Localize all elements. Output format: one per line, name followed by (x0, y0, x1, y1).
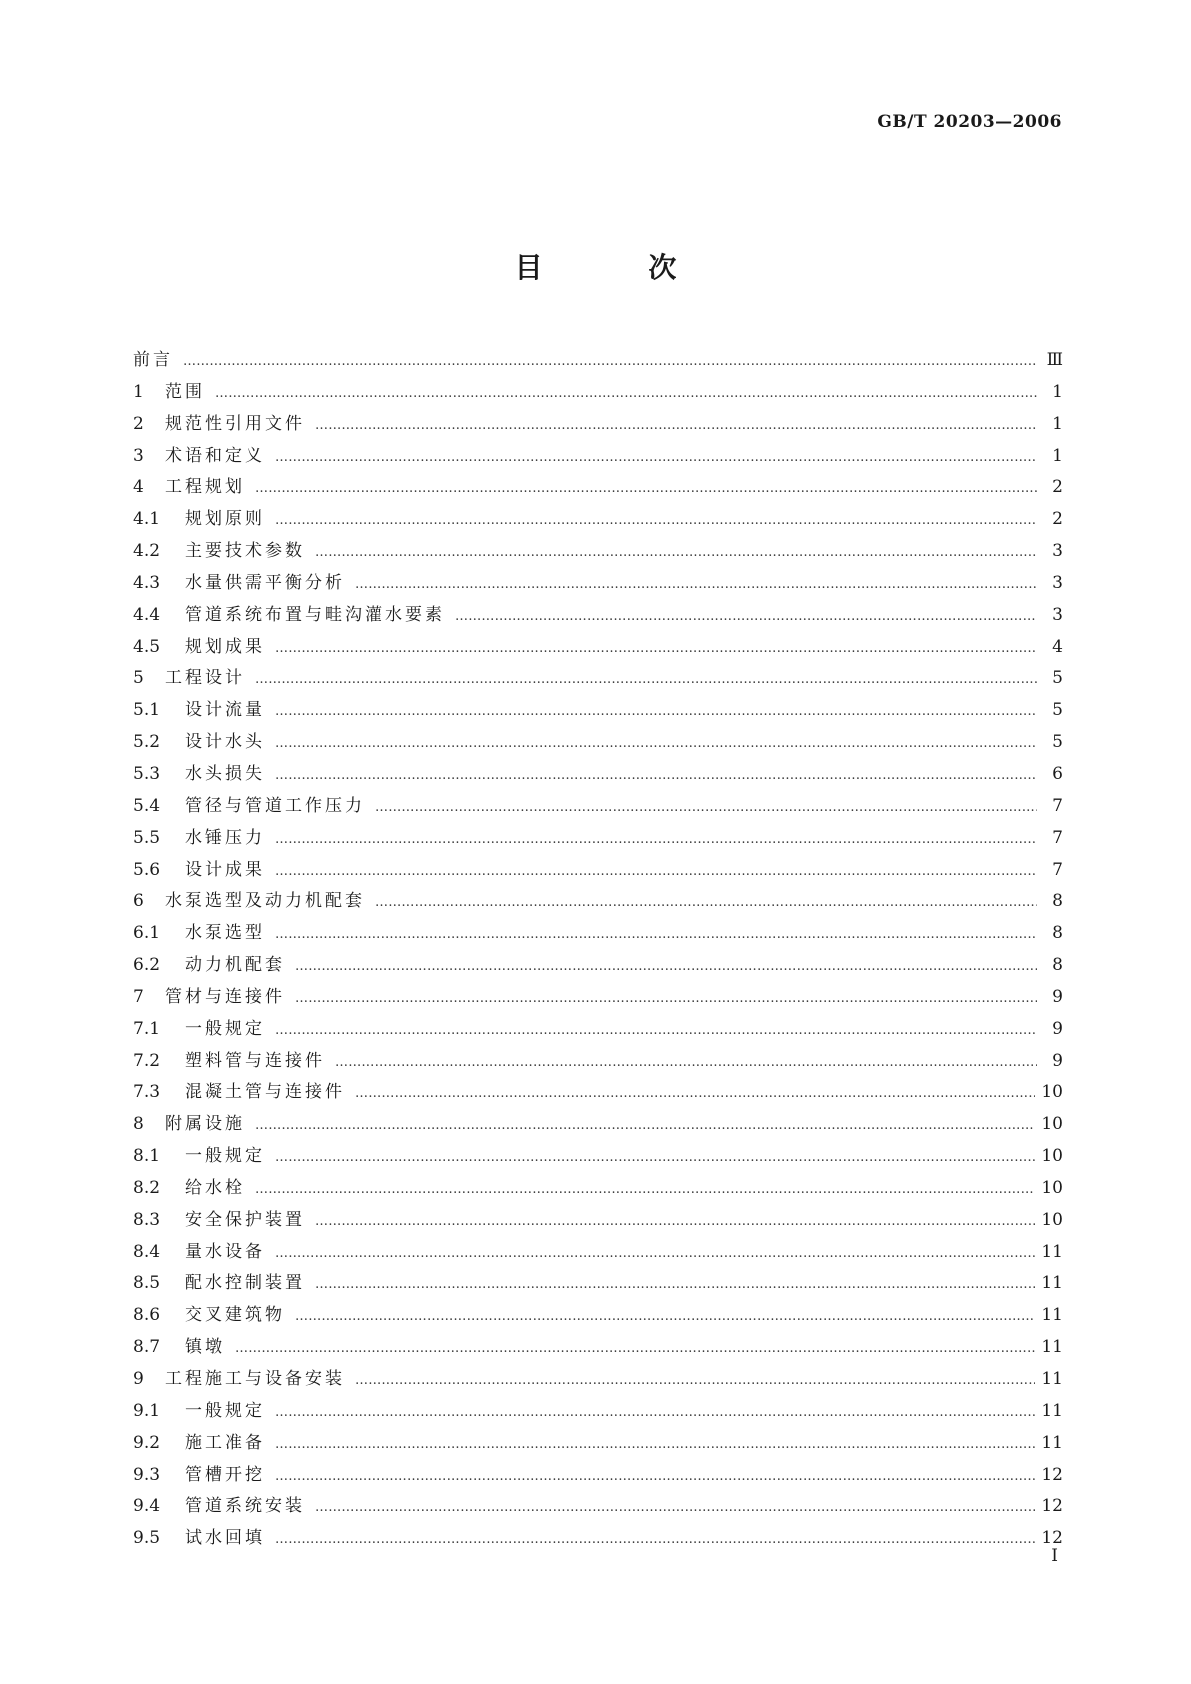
dot-leader (335, 1055, 1037, 1070)
toc-entry-label: 水量供需平衡分析 (185, 572, 345, 593)
dot-leader (455, 609, 1037, 624)
dot-leader (255, 1182, 1035, 1197)
toc-entry-number: 6.2 (133, 955, 161, 976)
toc-entry-label: 试水回填 (185, 1528, 265, 1549)
toc-entry-label: 塑料管与连接件 (185, 1050, 325, 1071)
dot-leader (355, 577, 1037, 592)
toc-entry-page: 12 (1041, 1528, 1063, 1549)
toc-entry-page: 10 (1041, 1082, 1063, 1103)
toc-entry-number: 9.2 (133, 1432, 161, 1453)
dot-leader (295, 959, 1037, 974)
toc-entry-number: 5.1 (133, 700, 161, 721)
toc-entry-page: 8 (1052, 955, 1063, 976)
toc-entry-number: 4.2 (133, 541, 161, 562)
toc-entry-label: 交叉建筑物 (185, 1305, 285, 1326)
toc-entry[interactable] (133, 1364, 1063, 1396)
toc-entry-number: 2 (133, 413, 144, 434)
toc-entry-number: 5.6 (133, 859, 161, 880)
toc-entry-page: 6 (1052, 763, 1063, 784)
toc-entry[interactable] (133, 632, 1063, 664)
toc-entry-number: 4.4 (133, 604, 161, 625)
toc-entry-label: 设计成果 (185, 859, 265, 880)
toc-entry-label: 工程施工与设备安装 (165, 1369, 345, 1389)
toc-entry-page: 4 (1052, 636, 1063, 657)
toc-entry[interactable] (133, 1300, 1063, 1332)
toc-entry-label: 设计流量 (185, 700, 265, 721)
toc-entry-page: 10 (1041, 1114, 1063, 1135)
dot-leader (355, 1086, 1035, 1101)
dot-leader (275, 736, 1037, 751)
toc-entry[interactable] (133, 791, 1063, 823)
dot-leader (275, 1246, 1035, 1261)
dot-leader (275, 513, 1037, 528)
dot-leader (255, 1118, 1035, 1133)
toc-entry-page: 5 (1052, 732, 1063, 753)
toc-entry-number: 5.3 (133, 763, 161, 784)
dot-leader (275, 1437, 1035, 1452)
toc-entry-label: 混凝土管与连接件 (185, 1082, 345, 1103)
dot-leader (375, 895, 1037, 910)
toc-entry-label: 工程规划 (165, 477, 245, 498)
toc-entry[interactable] (133, 1237, 1063, 1269)
toc-entry-page: 11 (1041, 1337, 1063, 1358)
toc-entry-number: 8.4 (133, 1241, 161, 1262)
toc-entry[interactable] (133, 1491, 1063, 1523)
toc-entry-page: 3 (1052, 541, 1063, 562)
toc-entry-label: 一般规定 (185, 1146, 265, 1167)
toc-entry-label: 动力机配套 (185, 955, 285, 976)
dot-leader (275, 1150, 1035, 1165)
toc-entry[interactable] (133, 345, 1063, 377)
page-title: 目 次 (514, 251, 725, 284)
toc-entry-number: 4.3 (133, 572, 161, 593)
dot-leader (255, 672, 1037, 687)
toc-entry-label: 水头损失 (185, 763, 265, 784)
dot-leader (315, 1277, 1035, 1292)
toc-entry-label: 前言 (133, 350, 173, 370)
toc-entry-number: 7.1 (133, 1018, 161, 1039)
dot-leader (275, 927, 1037, 942)
toc-entry-page: 7 (1052, 859, 1063, 880)
dot-leader (315, 1214, 1035, 1229)
dot-leader (275, 1405, 1035, 1420)
dot-leader (295, 991, 1037, 1006)
toc-entry[interactable] (133, 1396, 1063, 1428)
toc-entry-page: 11 (1041, 1432, 1063, 1453)
toc-entry-number: 5.2 (133, 732, 161, 753)
toc-entry-label: 一般规定 (185, 1400, 265, 1421)
toc-entry-number: 9.4 (133, 1496, 161, 1517)
toc-entry-page: 11 (1041, 1369, 1063, 1389)
toc-entry[interactable] (133, 441, 1063, 473)
toc-entry-label: 附属设施 (165, 1114, 245, 1135)
toc-entry-label: 术语和定义 (165, 445, 265, 466)
dot-leader (275, 832, 1037, 847)
toc-entry-label: 设计水头 (185, 732, 265, 753)
toc-entry-label: 配水控制装置 (185, 1273, 305, 1294)
toc-entry-label: 水泵选型 (185, 923, 265, 944)
toc-entry-page: 9 (1052, 1050, 1063, 1071)
toc-entry-number: 9.1 (133, 1400, 161, 1421)
toc-entry-page: 10 (1041, 1209, 1063, 1230)
toc-entry[interactable] (133, 918, 1063, 950)
toc-entry-number: 8.1 (133, 1146, 161, 1167)
page-number: Ⅰ (1051, 1546, 1058, 1566)
toc-entry-number: 3 (133, 445, 144, 466)
toc-entry-label: 规划成果 (185, 636, 265, 657)
dot-leader (375, 800, 1037, 815)
toc-entry-label: 主要技术参数 (185, 541, 305, 562)
toc-entry-number: 4.1 (133, 509, 161, 530)
toc-entry[interactable] (133, 472, 1063, 504)
dot-leader (275, 768, 1037, 783)
dot-leader (275, 641, 1037, 656)
toc-entry-page: 8 (1052, 891, 1063, 912)
toc-entry-page: 11 (1041, 1273, 1063, 1294)
toc-entry-number: 1 (133, 381, 144, 402)
toc-entry-page: 5 (1052, 668, 1063, 689)
toc-entry-label: 安全保护装置 (185, 1209, 305, 1230)
dot-leader (295, 1309, 1035, 1324)
toc-entry[interactable] (133, 600, 1063, 632)
toc-entry-page: 3 (1052, 604, 1063, 625)
toc-entry-page: 11 (1041, 1400, 1063, 1421)
dot-leader (255, 481, 1037, 496)
dot-leader (183, 354, 1037, 369)
toc-entry-number: 7.3 (133, 1082, 161, 1103)
toc-entry-label: 管材与连接件 (165, 986, 285, 1007)
dot-leader (275, 864, 1037, 879)
toc-entry-page: 2 (1052, 477, 1063, 498)
toc-entry-label: 量水设备 (185, 1241, 265, 1262)
toc-entry-number: 4 (133, 477, 144, 498)
toc-entry[interactable] (133, 1173, 1063, 1205)
toc-entry-number: 8.2 (133, 1177, 161, 1198)
toc-entry[interactable] (133, 950, 1063, 982)
dot-leader (355, 1373, 1035, 1388)
toc-entry[interactable] (133, 727, 1063, 759)
toc-entry-label: 水泵选型及动力机配套 (165, 891, 365, 912)
toc-entry-number: 7.2 (133, 1050, 161, 1071)
toc-entry-page: 9 (1052, 986, 1063, 1007)
toc-entry-label: 一般规定 (185, 1018, 265, 1039)
toc-entry-page: 9 (1052, 1018, 1063, 1039)
toc-entry-label: 施工准备 (185, 1432, 265, 1453)
toc-entry-number: 6 (133, 891, 144, 912)
dot-leader (275, 1023, 1037, 1038)
toc-entry[interactable] (133, 1428, 1063, 1460)
toc-entry-number: 8.7 (133, 1337, 161, 1358)
toc-entry-label: 工程设计 (165, 668, 245, 689)
toc-entry[interactable] (133, 504, 1063, 536)
toc-entry[interactable] (133, 1141, 1063, 1173)
toc-entry[interactable] (133, 1460, 1063, 1492)
toc-entry[interactable] (133, 1014, 1063, 1046)
toc-entry-page: 10 (1041, 1177, 1063, 1198)
dot-leader (215, 386, 1037, 401)
toc-entry-number: 8.3 (133, 1209, 161, 1230)
toc-entry-page: 12 (1041, 1464, 1063, 1485)
toc-entry-page: 11 (1041, 1305, 1063, 1326)
toc-entry-number: 8.6 (133, 1305, 161, 1326)
toc-entry-label: 给水栓 (185, 1177, 245, 1198)
toc-entry-page: 1 (1052, 381, 1063, 402)
toc-entry[interactable] (133, 695, 1063, 727)
toc-entry-number: 8 (133, 1114, 144, 1135)
toc-entry-page: 12 (1041, 1496, 1063, 1517)
toc-entry-number: 5.4 (133, 795, 161, 816)
dot-leader (275, 704, 1037, 719)
toc-entry-number: 5 (133, 668, 144, 689)
toc-entry-label: 管道系统布置与畦沟灌水要素 (185, 604, 445, 625)
toc-entry[interactable] (133, 1109, 1063, 1141)
toc-entry[interactable] (133, 823, 1063, 855)
toc-entry[interactable] (133, 982, 1063, 1014)
dot-leader (235, 1341, 1035, 1356)
toc-entry[interactable] (133, 1205, 1063, 1237)
toc-entry-number: 8.5 (133, 1273, 161, 1294)
dot-leader (315, 1500, 1035, 1515)
toc-entry[interactable] (133, 759, 1063, 791)
toc-entry-page: 2 (1052, 509, 1063, 530)
toc-entry-page: 8 (1052, 923, 1063, 944)
standard-code: GB/T 20203—2006 (877, 112, 1062, 132)
toc-entry-page: 1 (1052, 413, 1063, 434)
toc-entry-page: 1 (1052, 445, 1063, 466)
toc-entry-label: 规范性引用文件 (165, 413, 305, 434)
toc-entry[interactable] (133, 1046, 1063, 1078)
toc-entry-page: 3 (1052, 572, 1063, 593)
toc-entry-label: 范围 (165, 381, 205, 402)
toc-entry[interactable] (133, 409, 1063, 441)
toc-entry-page: 7 (1052, 795, 1063, 816)
toc-entry-label: 管槽开挖 (185, 1464, 265, 1485)
toc-entry-number: 9 (133, 1369, 144, 1389)
dot-leader (315, 418, 1037, 433)
toc-entry-label: 水锤压力 (185, 827, 265, 848)
dot-leader (275, 450, 1037, 465)
toc-entry-number: 4.5 (133, 636, 161, 657)
toc-entry[interactable] (133, 1332, 1063, 1364)
toc-entry-number: 9.3 (133, 1464, 161, 1485)
toc-entry[interactable] (133, 568, 1063, 600)
dot-leader (275, 1532, 1035, 1547)
toc-entry-label: 管径与管道工作压力 (185, 795, 365, 816)
toc-entry-number: 6.1 (133, 923, 161, 944)
toc-entry-page: 11 (1041, 1241, 1063, 1262)
toc-entry-label: 规划原则 (185, 509, 265, 530)
toc-entry[interactable] (133, 1077, 1063, 1109)
toc-entry-page: 5 (1052, 700, 1063, 721)
toc-entry-label: 镇墩 (185, 1337, 225, 1358)
toc-entry-page: 10 (1041, 1146, 1063, 1167)
toc-entry[interactable] (133, 1523, 1063, 1555)
toc-entry[interactable] (133, 855, 1063, 887)
toc-entry[interactable] (133, 886, 1063, 918)
dot-leader (275, 1469, 1035, 1484)
toc-entry[interactable] (133, 663, 1063, 695)
table-of-contents (133, 345, 1063, 1555)
toc-entry-page: Ⅲ (1046, 350, 1063, 370)
toc-entry-number: 5.5 (133, 827, 161, 848)
toc-entry[interactable] (133, 377, 1063, 409)
toc-entry-label: 管道系统安装 (185, 1496, 305, 1517)
toc-entry[interactable] (133, 1268, 1063, 1300)
toc-entry[interactable] (133, 536, 1063, 568)
toc-entry-page: 7 (1052, 827, 1063, 848)
dot-leader (315, 545, 1037, 560)
toc-entry-number: 7 (133, 986, 144, 1007)
toc-entry-number: 9.5 (133, 1528, 161, 1549)
